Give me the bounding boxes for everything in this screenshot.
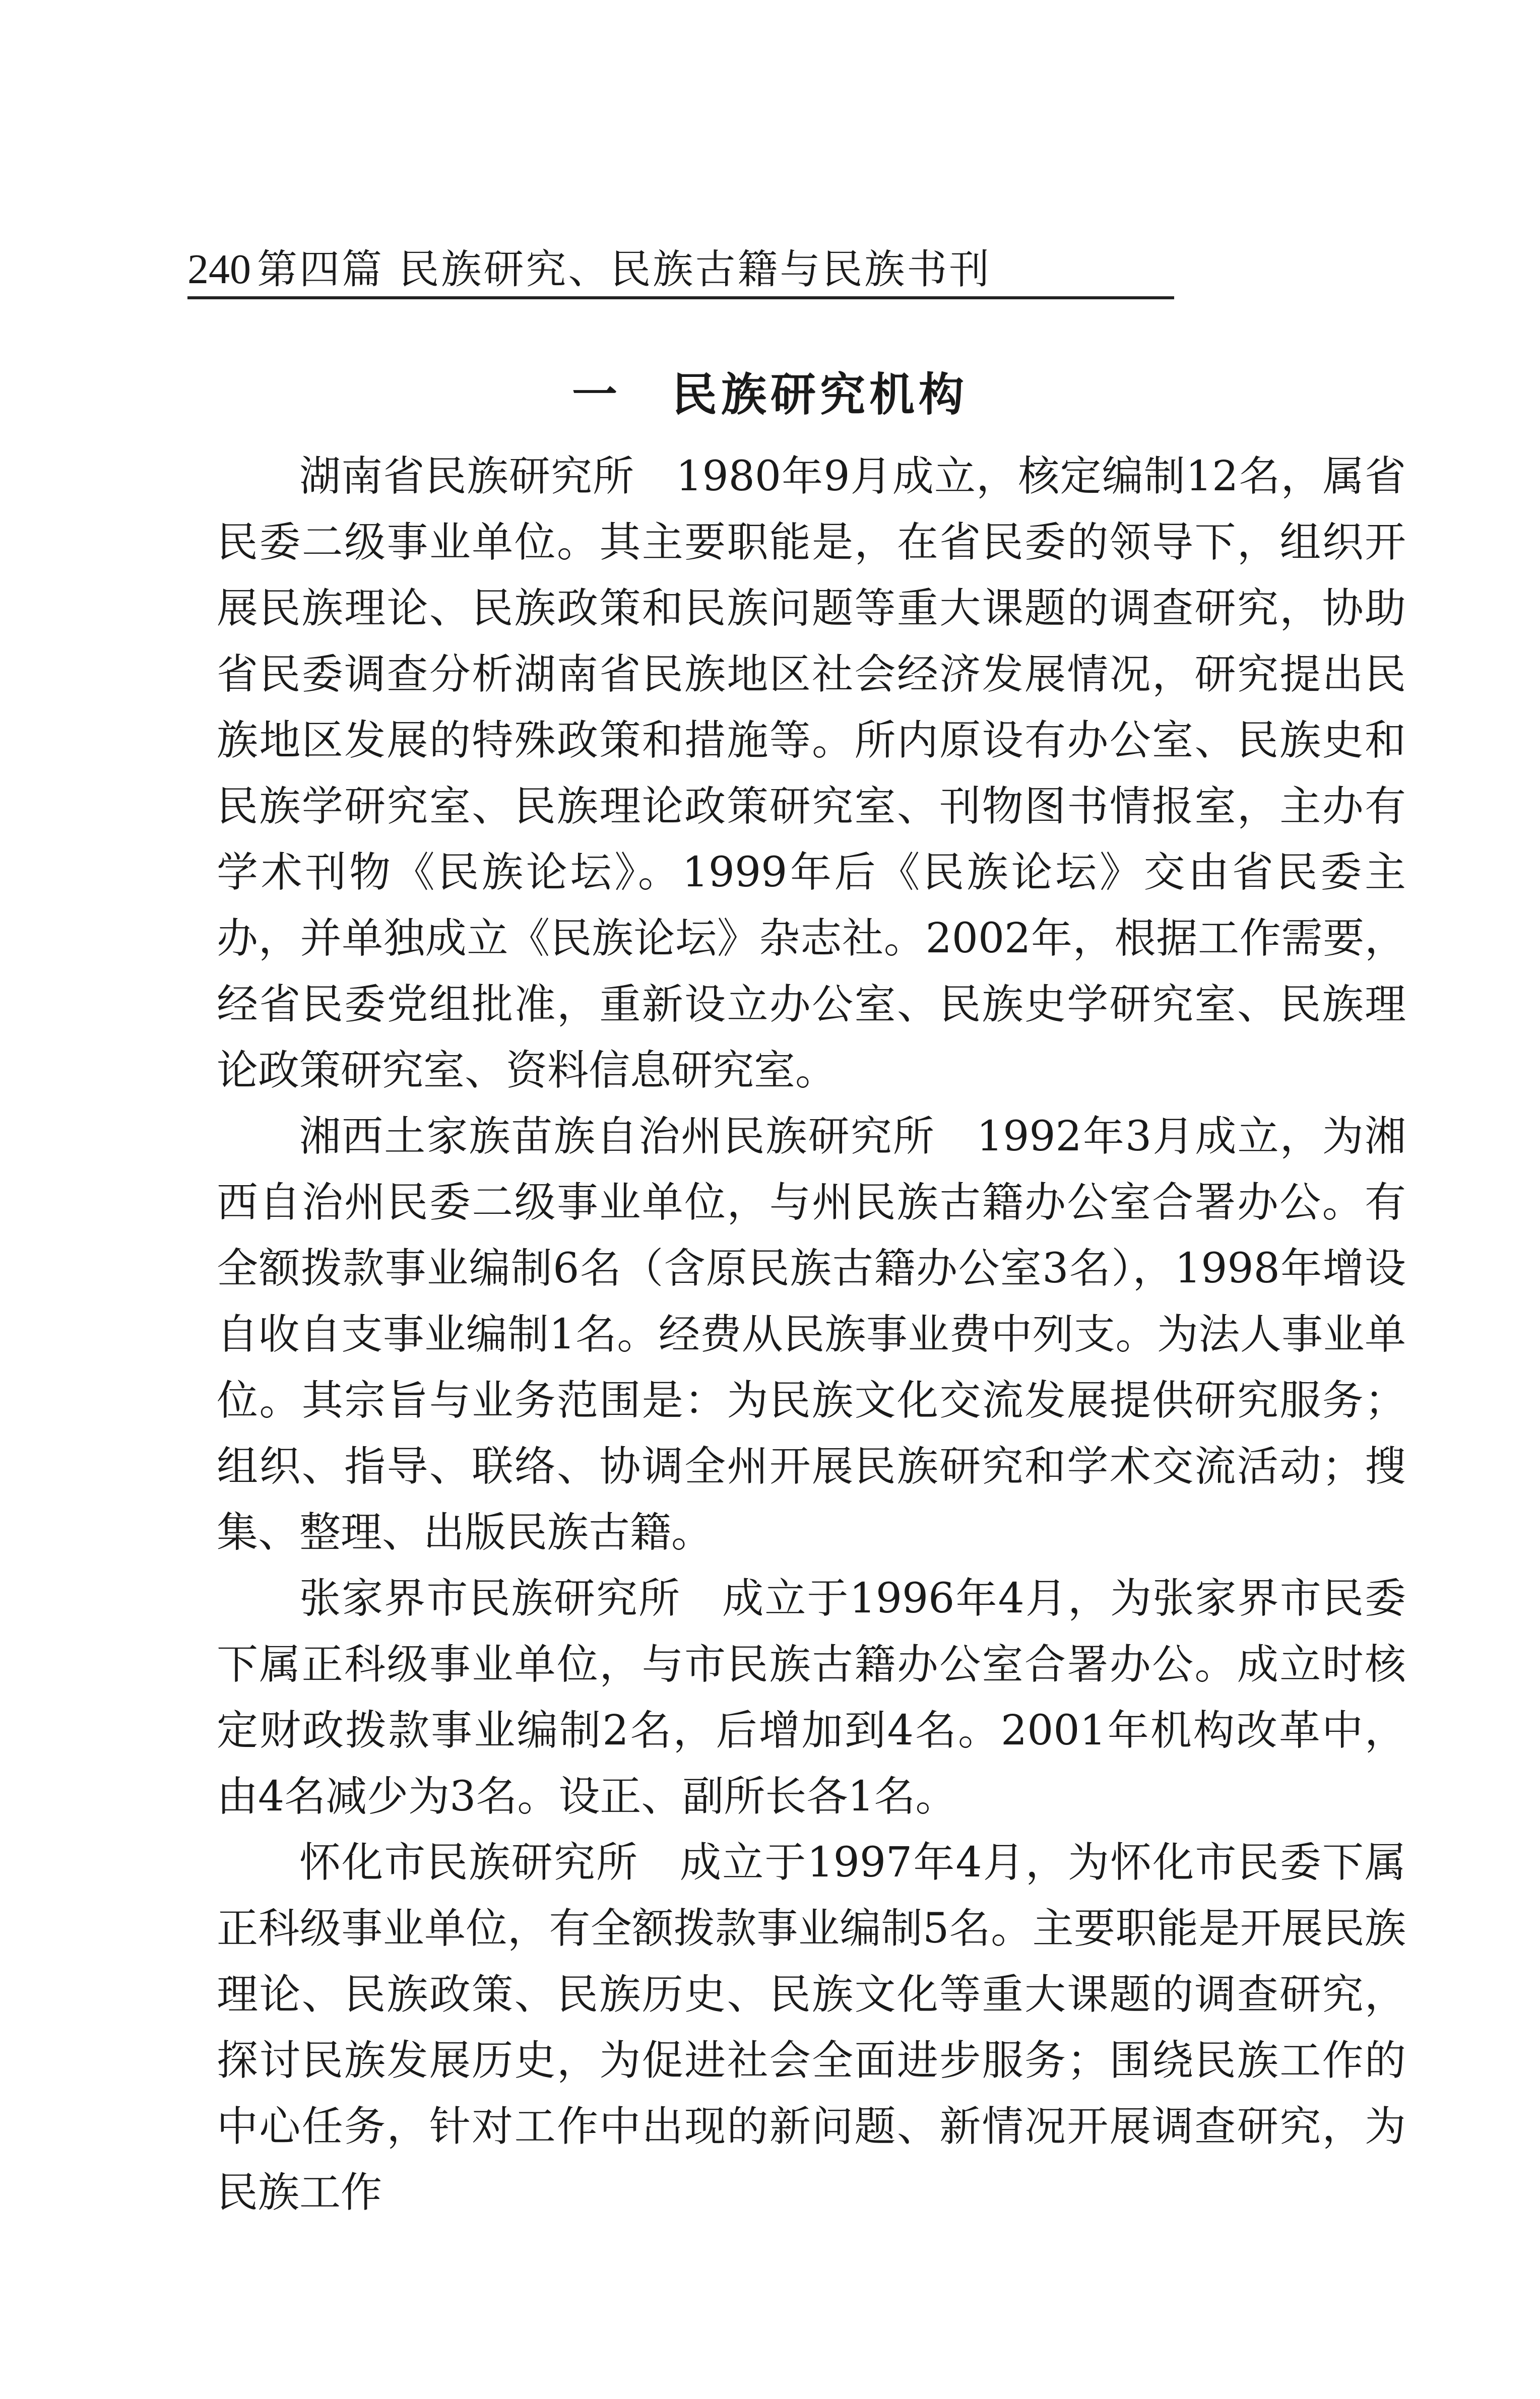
paragraph-text: 成立于1996年4月，为张家界市民委下属正科级事业单位，与市民族古籍办公室合署办公。成立时核定财政拨款事业编制2名，后增加到4名。2001年机构改革中，由4名减少为3名。设正、副所长各1名。	[217, 1575, 1406, 1821]
institution-name: 湘西土家族苗族自治州民族研究所	[299, 1113, 936, 1160]
institution-name: 张家界市民族研究所	[299, 1575, 681, 1623]
paragraph-huaihua-institute	[217, 1830, 1406, 2226]
institution-name: 怀化市民族研究所	[299, 1839, 639, 1887]
section-title: 民族研究机构	[672, 368, 968, 421]
page-number: 240	[187, 246, 251, 293]
paragraph-text: 1980年9月成立，核定编制12名，属省民委二级事业单位。其主要职能是，在省民委的领导下，组织开展民族理论、民族政策和民族问题等重大课题的调查研究，协助省民委调查分析湖南省民族地区社会经济发展情况，研究提出民族地区发展的特殊政策和措施等。所内原设有办公室、民族史和民族学研究室、民族理论政策研究室、刊物图书情报室，主办有学术刊物《民族论坛》。1999年后《民族论坛》交由省民委主办，并单独成立《民族论坛》杂志社。2002年，根据工作需要，经省民委党组批准，重新设立办公室、民族史学研究室、民族理论政策研究室、资料信息研究室。	[217, 452, 1406, 1094]
institution-name: 湖南省民族研究所	[299, 452, 635, 500]
chapter-title: 第四篇 民族研究、民族古籍与民族书刊	[257, 246, 992, 293]
body-text	[217, 443, 1406, 2226]
section-number: 一	[572, 368, 621, 421]
paragraph-text: 成立于1997年4月，为怀化市民委下属正科级事业单位，有全额拨款事业编制5名。主要职能是开展民族理论、民族政策、民族历史、民族文化等重大课题的调查研究，探讨民族发展历史，为促进社会全面进步服务；围绕民族工作的中心任务，针对工作中出现的新问题、新情况开展调查研究，为民族工作	[217, 1839, 1406, 2217]
paragraph-text: 1992年3月成立，为湘西自治州民委二级事业单位，与州民族古籍办公室合署办公。有全额拨款事业编制6名（含原民族古籍办公室3名），1998年增设自收自支事业编制1名。经费从民族事业费中列支。为法人事业单位。其宗旨与业务范围是：为民族文化交流发展提供研究服务；组织、指导、联络、协调全州开展民族研究和学术交流活动；搜集、整理、出版民族古籍。	[217, 1113, 1406, 1557]
paragraph-xiangxi-institute	[217, 1104, 1406, 1566]
paragraph-zhangjiajie-institute	[217, 1566, 1406, 1830]
section-heading	[0, 358, 1540, 423]
paragraph-hunan-institute	[217, 443, 1406, 1104]
running-header	[187, 237, 1174, 299]
